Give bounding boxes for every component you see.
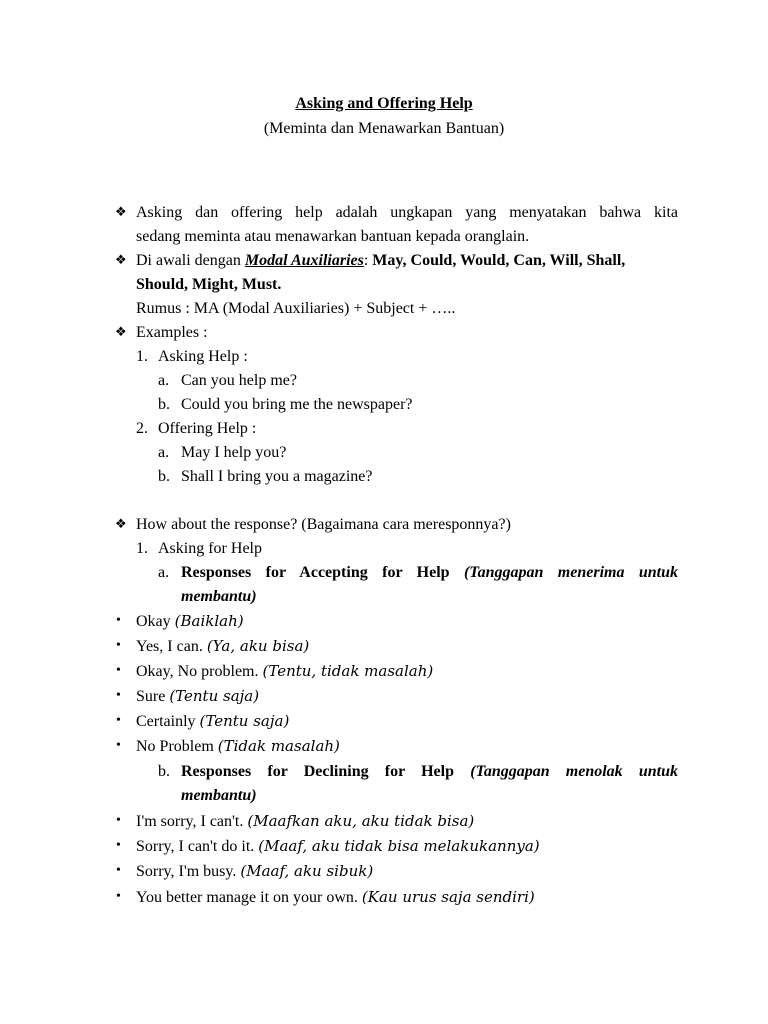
list-letter: b. <box>158 468 170 485</box>
bullet-dot-icon: • <box>116 713 121 728</box>
list-letter: b. <box>158 763 170 780</box>
diamond-bullet-icon: ❖ <box>115 205 127 220</box>
list-item: No Problem (Tidak masalah) <box>136 737 340 755</box>
accepting-heading-italic: (Tanggapan menerima untuk <box>463 564 679 581</box>
intro-line-2: sedang meminta atau menawarkan bantuan kepada oranglain. <box>136 228 530 245</box>
list-item: Okay (Baiklah) <box>136 612 244 630</box>
list-letter: a. <box>158 564 170 581</box>
list-item: You better manage it on your own. (Kau urus saja sendiri) <box>136 888 535 906</box>
page-subtitle: (Meminta dan Menawarkan Bantuan) <box>263 120 505 137</box>
modal-formula: Rumus : MA (Modal Auxiliaries) + Subject + ….. <box>136 300 456 317</box>
accepting-heading-line-2: membantu) <box>181 588 257 605</box>
example-item: Shall I bring you a magazine? <box>181 468 373 485</box>
modal-line-1 <box>136 251 678 271</box>
example-item: May I help you? <box>181 444 287 461</box>
list-item: Sorry, I can't do it. (Maaf, aku tidak bisa melakukannya) <box>136 837 540 855</box>
bullet-dot-icon: • <box>116 889 121 904</box>
list-letter: a. <box>158 372 170 389</box>
bullet-dot-icon: • <box>116 863 121 878</box>
list-number: 1. <box>136 348 148 365</box>
list-item: Sure (Tentu saja) <box>136 687 260 705</box>
declining-heading-line-2: membantu) <box>181 787 257 804</box>
response-heading: How about the response? (Bagaimana cara meresponnya?) <box>136 516 511 533</box>
example-group-label: Offering Help : <box>158 420 257 437</box>
examples-heading: Examples : <box>136 324 208 341</box>
example-item: Could you bring me the newspaper? <box>181 396 413 413</box>
modal-prefix: Di awali dengan <box>136 252 245 269</box>
modal-term: Modal Auxiliaries <box>244 252 364 269</box>
modal-line-2: Should, Might, Must. <box>136 276 282 293</box>
declining-heading <box>181 762 678 782</box>
page-title: Asking and Offering Help <box>295 95 473 112</box>
list-item: Certainly (Tentu saja) <box>136 712 290 730</box>
bullet-dot-icon: • <box>116 738 121 753</box>
example-item: Can you help me? <box>181 372 297 389</box>
bullet-dot-icon: • <box>116 613 121 628</box>
list-item: Okay, No problem. (Tentu, tidak masalah) <box>136 662 434 680</box>
bullet-dot-icon: • <box>116 663 121 678</box>
list-letter: a. <box>158 444 170 461</box>
modal-list: May, Could, Would, Can, Will, Shall, <box>372 252 626 269</box>
declining-heading-bold: Responses for Declining for Help <box>181 763 471 780</box>
bullet-dot-icon: • <box>116 838 121 853</box>
intro-line-1: Asking dan offering help adalah ungkapan yang menyatakan bahwa kita <box>136 204 678 221</box>
response-label: Asking for Help <box>158 540 262 557</box>
declining-heading-italic: (Tanggapan menolak untuk <box>470 763 679 780</box>
example-group-label: Asking Help : <box>158 348 248 365</box>
diamond-bullet-icon: ❖ <box>115 517 127 532</box>
diamond-bullet-icon: ❖ <box>115 325 127 340</box>
list-item: I'm sorry, I can't. (Maafkan aku, aku tidak bisa) <box>136 812 475 830</box>
list-item: Sorry, I'm busy. (Maaf, aku sibuk) <box>136 862 374 880</box>
list-letter: b. <box>158 396 170 413</box>
bullet-dot-icon: • <box>116 638 121 653</box>
bullet-dot-icon: • <box>116 813 121 828</box>
list-number: 2. <box>136 420 148 437</box>
accepting-heading <box>181 563 678 583</box>
diamond-bullet-icon: ❖ <box>115 253 127 268</box>
list-number: 1. <box>136 540 148 557</box>
modal-colon: : <box>363 252 373 269</box>
accepting-heading-bold: Responses for Accepting for Help <box>181 564 464 581</box>
list-item: Yes, I can. (Ya, aku bisa) <box>136 637 310 655</box>
bullet-dot-icon: • <box>116 688 121 703</box>
